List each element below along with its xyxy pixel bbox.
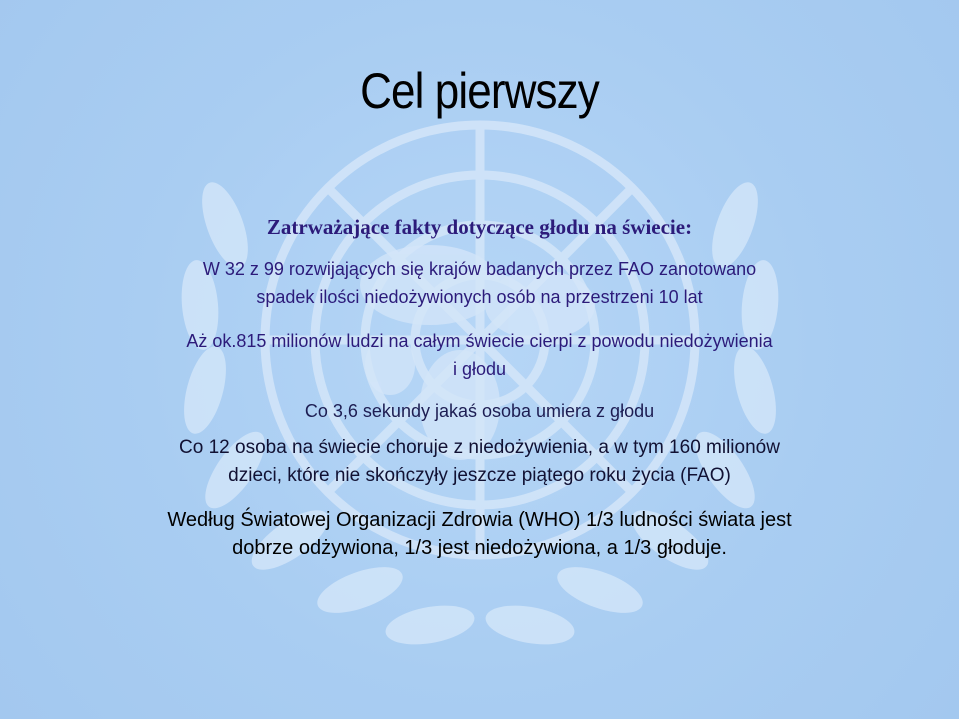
fact-line: spadek ilości niedożywionych osób na przestrzeni 10 lat xyxy=(256,287,703,307)
fact-paragraph-5 xyxy=(40,506,919,562)
un-emblem-icon xyxy=(130,55,830,715)
fact-line: dobrze odżywiona, 1/3 jest niedożywiona, a 1/3 głoduje. xyxy=(232,537,727,559)
fact-line: Co 12 osoba na świecie choruje z niedożywienia, a w tym 160 milionów xyxy=(179,437,780,458)
fact-paragraph-4 xyxy=(40,434,919,490)
fact-line: i głodu xyxy=(452,359,507,379)
fact-line: Aż ok.815 milionów ludzi na całym świecie cierpi z powodu niedożywienia xyxy=(186,331,773,351)
fact-paragraph-2 xyxy=(40,327,919,383)
fact-line: Według Światowej Organizacji Zdrowia (WHO) 1/3 ludności świata jest xyxy=(167,509,792,531)
fact-line: Co 3,6 sekundy jakaś osoba umiera z głodu xyxy=(304,401,655,421)
fact-line: W 32 z 99 rozwijających się krajów badanych przez FAO zanotowano xyxy=(202,259,757,279)
fact-paragraph-3 xyxy=(40,397,919,425)
fact-paragraph-1 xyxy=(40,255,919,311)
slide-subtitle: Zatrważające fakty dotyczące głodu na świecie: xyxy=(266,215,693,239)
fact-line: dzieci, które nie skończyły jeszcze piątego roku życia (FAO) xyxy=(228,465,731,486)
slide-title: Cel pierwszy xyxy=(360,63,599,119)
